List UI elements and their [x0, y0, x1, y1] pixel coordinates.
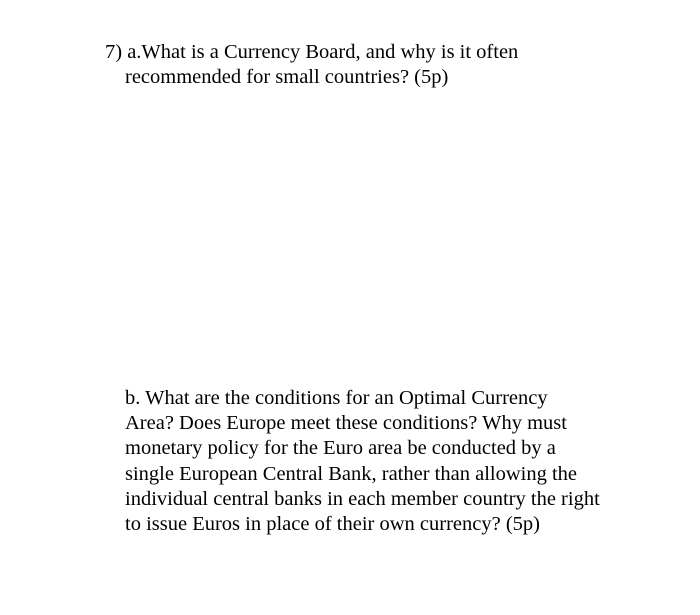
question-7b-line: to issue Euros in place of their own currency? (5p) — [125, 513, 540, 536]
question-7b-line: individual central banks in each member country the right — [125, 487, 600, 510]
question-7b — [125, 386, 625, 537]
question-7b-line: single European Central Bank, rather than allowing the — [125, 462, 578, 485]
question-7a-line: recommended for small countries? (5p) — [125, 66, 449, 88]
question-7b-line: b. What are the conditions for an Optimal Currency — [125, 387, 548, 409]
question-7a-line: 7) a.What is a Currency Board, and why is it often — [105, 41, 519, 63]
question-7a — [105, 40, 625, 90]
question-7b-line: monetary policy for the Euro area be conducted by a — [125, 437, 556, 460]
question-7b-line: Area? Does Europe meet these conditions? Why must — [125, 412, 567, 435]
